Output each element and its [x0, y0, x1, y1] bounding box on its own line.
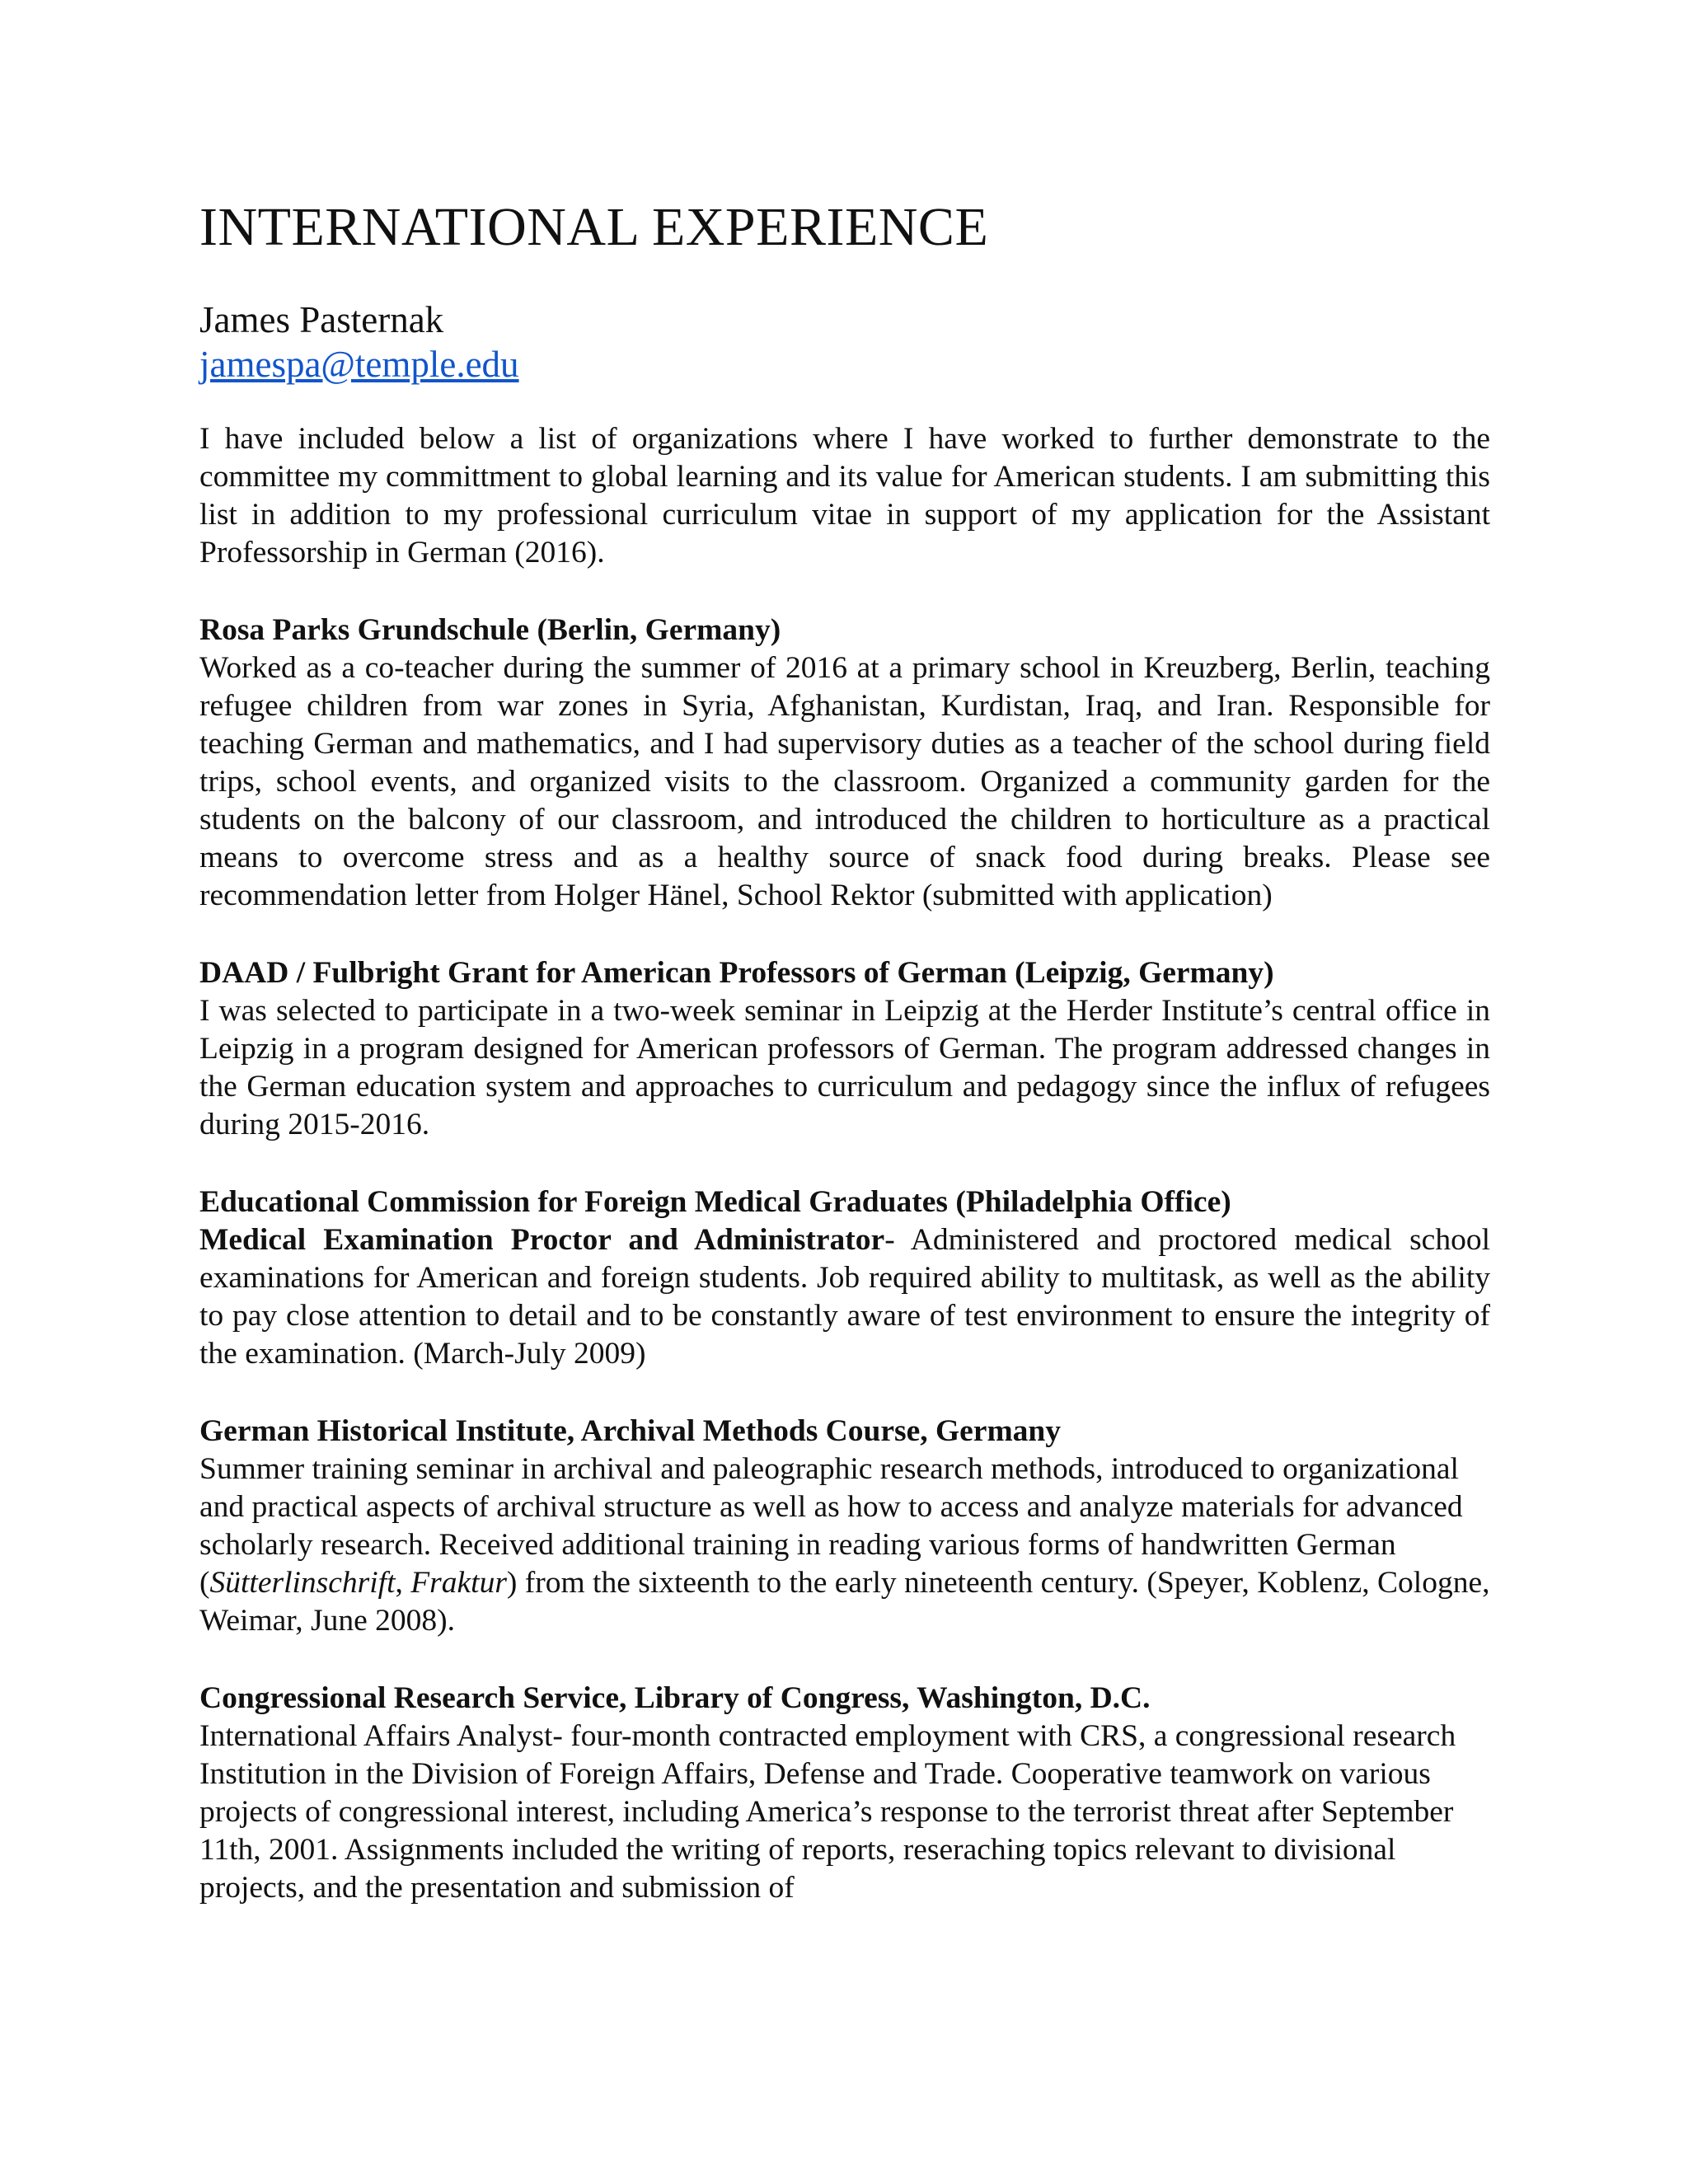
- section-rosa-parks: [199, 612, 1490, 915]
- section-title: Educational Commission for Foreign Medical Graduates (Philadelphia Office): [199, 1185, 1231, 1219]
- role-description: - Administered and proctored medical school examinations for American and foreign students. Job required ability to multitask, as well as the ability to pay close attention to detail and to be constantly aware of test environment to ensure the integrity of the examination. (March-July 2009): [199, 1223, 1490, 1371]
- section-body: I was selected to participate in a two-week seminar in Leipzig at the Herder Institute’s central office in Leipzig in a program designed for American professors of German. The program addressed changes in the German education system and approaches to curriculum and pedagogy since the influx of refugees during 2015-2016.: [199, 994, 1490, 1141]
- role-title: Medical Examination Proctor and Administrator: [199, 1223, 885, 1257]
- section-german-historical-institute: [199, 1413, 1490, 1640]
- section-title: Congressional Research Service, Library of Congress, Washington, D.C.: [199, 1681, 1151, 1715]
- section-title: Rosa Parks Grundschule (Berlin, Germany): [199, 613, 781, 647]
- body-text: ,: [395, 1566, 411, 1600]
- italic-term: Sütterlinschrift: [209, 1566, 396, 1600]
- section-body: Worked as a co-teacher during the summer of 2016 at a primary school in Kreuzberg, Berlin, teaching refugee children from war zones in Syria, Afghanistan, Kurdistan, Iraq, and Iran. Responsible for teaching German and mathematics, and I had supervisory duties as a teacher of the school during field trips, school events, and organized visits to the classroom. Organized a community garden for the students on the balcony of our classroom, and introduced the children to horticulture as a practical means to overcome stress and as a healthy source of snack food during breaks. Please see recommendation letter from Holger Hänel, School Rektor (submitted with application): [199, 651, 1490, 912]
- section-body: [199, 1221, 1490, 1373]
- section-body: [199, 1451, 1490, 1640]
- body-text: ) from the sixteenth to the early nineteenth century. (Speyer, Koblenz, Cologne, Weimar, June 2008).: [199, 1566, 1490, 1638]
- section-body: International Affairs Analyst- four-month contracted employment with CRS, a congressional research Institution in the Division of Foreign Affairs, Defense and Trade. Cooperative teamwork on various projects of congressional interest, including America’s response to the terrorist threat after September 11th, 2001. Assignments included the writing of reports, reseraching topics relevant to divisional projects, and the presentation and submission of: [199, 1719, 1456, 1905]
- section-title: DAAD / Fulbright Grant for American Professors of German (Leipzig, Germany): [199, 956, 1274, 990]
- intro-paragraph: I have included below a list of organizations where I have worked to further demonstrate to the committee my committment to global learning and its value for American students. I am submitting this list in addition to my professional curriculum vitae in support of my application for the Assistant Professorship in German (2016).: [199, 422, 1490, 569]
- section-ecfmg: [199, 1183, 1490, 1373]
- section-title: German Historical Institute, Archival Methods Course, Germany: [199, 1414, 1062, 1448]
- section-daad-fulbright: [199, 954, 1490, 1144]
- author-name: James Pasternak: [199, 299, 444, 340]
- document-page: [199, 194, 1490, 1907]
- section-congressional-research: [199, 1680, 1490, 1907]
- page-title: INTERNATIONAL EXPERIENCE: [199, 197, 989, 257]
- email-link[interactable]: jamespa@temple.edu: [199, 344, 519, 385]
- italic-term: Fraktur: [410, 1566, 507, 1600]
- body-text: Summer training seminar in archival and paleographic research methods, introduced to organizational and practical aspects of archival structure as well as how to access and analyze materials for advanced scholarly research. Received additional training in reading various forms of handwritten German (: [199, 1452, 1463, 1600]
